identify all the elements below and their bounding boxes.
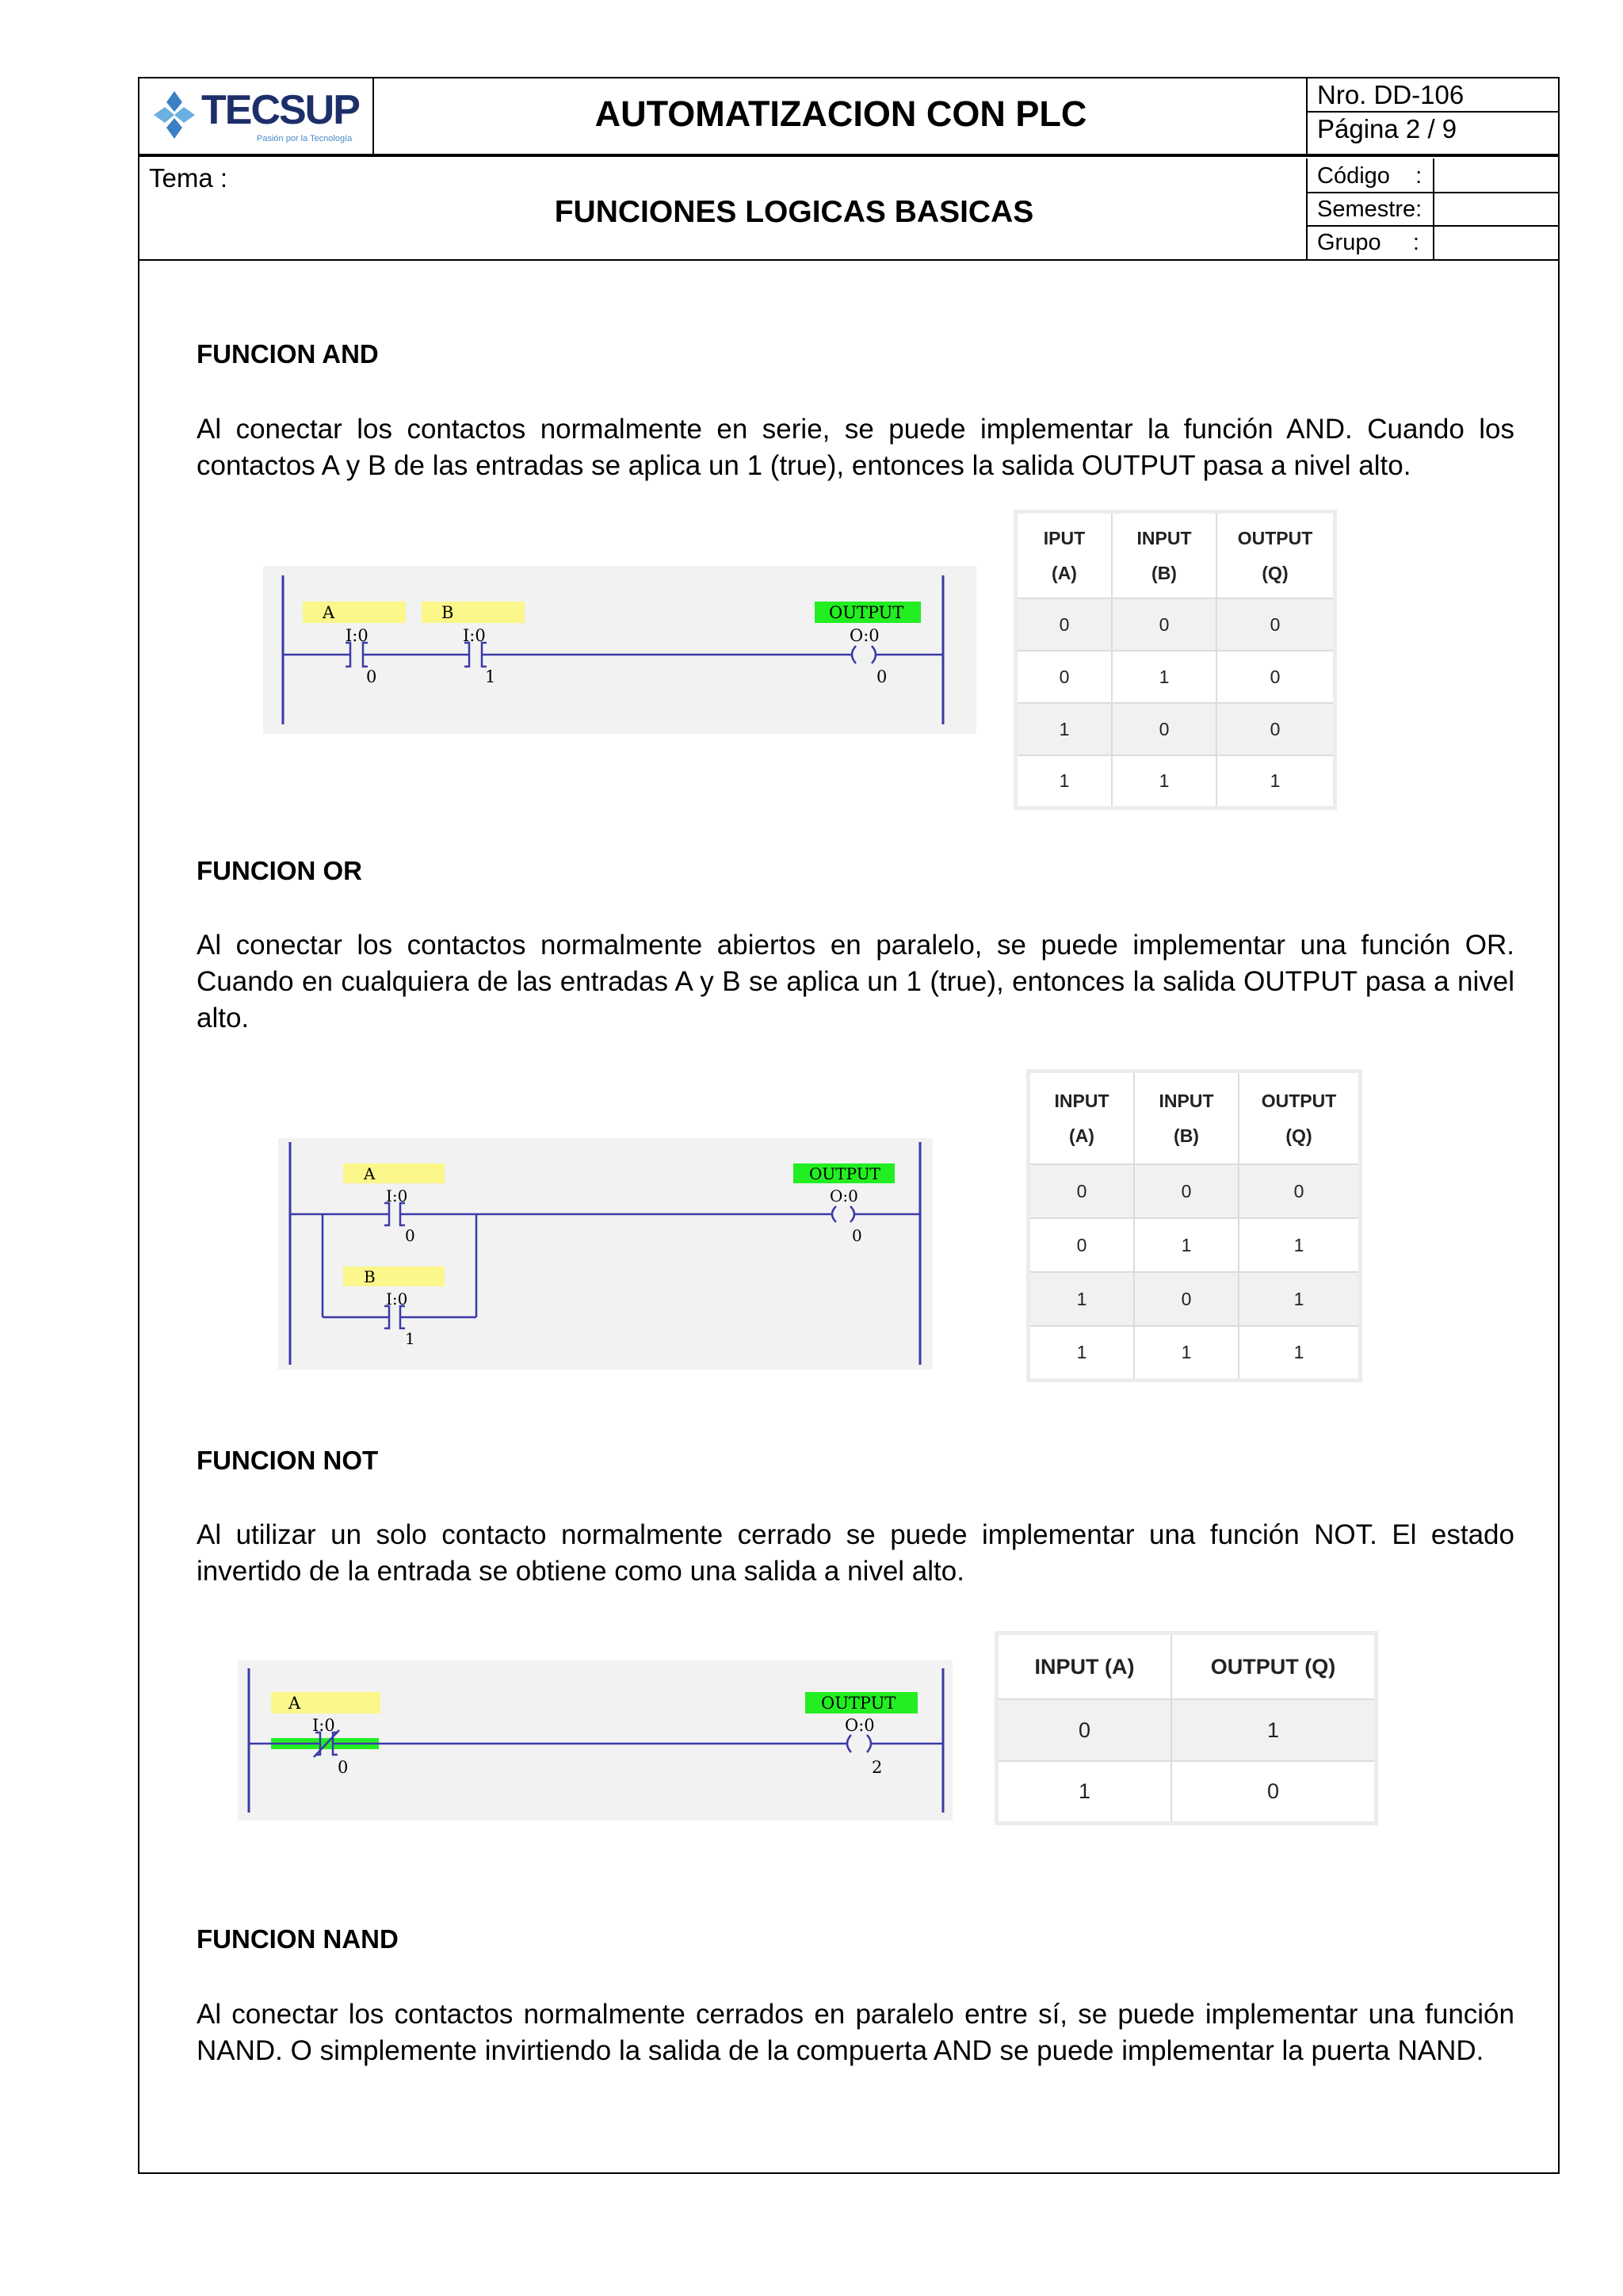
- doc-number-cell: [1306, 77, 1560, 155]
- and-col-a-header: IPUT (A): [1016, 512, 1113, 599]
- and-col-q-header: OUTPUT (Q): [1216, 512, 1335, 599]
- not-bit-out: 2: [872, 1758, 883, 1777]
- and-truth-table: [1014, 510, 1337, 810]
- logo-text: TECSUP: [201, 87, 359, 133]
- and-tag-a: A: [323, 603, 335, 622]
- not-addr-a: I:0: [312, 1716, 335, 1735]
- not-col-a-header: INPUT (A): [997, 1633, 1172, 1700]
- page-number: Página 2 / 9: [1317, 114, 1457, 143]
- and-addr-b: I:0: [463, 626, 486, 645]
- grupo-label: Grupo :: [1317, 230, 1419, 255]
- table-row: 1 0 0: [1016, 703, 1335, 755]
- not-tag-a: A: [288, 1694, 301, 1713]
- not-addr-out: O:0: [845, 1716, 875, 1735]
- or-bit-out: 0: [852, 1226, 862, 1245]
- and-bit-b: 1: [485, 667, 496, 686]
- or-col-a-header: INPUT (A): [1029, 1072, 1135, 1165]
- doc-number: Nro. DD-106: [1317, 80, 1465, 109]
- or-bit-b: 1: [405, 1329, 415, 1348]
- table-row: 0 0 0: [1016, 598, 1335, 651]
- or-tag-b: B: [364, 1267, 376, 1286]
- and-text: Al conectar los contactos normalmente en serie, se puede implementar la función AND. Cuando los contactos A y B de las entradas se aplica un 1 (true), entonces la salida OUTPUT pasa a nivel alto.: [197, 414, 1514, 481]
- and-tag-b: B: [441, 603, 454, 622]
- or-title: FUNCION OR: [197, 856, 362, 885]
- table-row: 0 1: [997, 1699, 1377, 1761]
- table-row: 0 1 1: [1029, 1218, 1361, 1272]
- not-col-q-header: OUTPUT (Q): [1171, 1633, 1377, 1700]
- not-tag-output: OUTPUT: [821, 1694, 896, 1713]
- document-title: AUTOMATIZACION CON PLC: [594, 94, 1087, 134]
- or-addr-a: I:0: [386, 1186, 408, 1205]
- or-col-b-header: INPUT (B): [1134, 1072, 1239, 1165]
- or-tag-a: A: [364, 1164, 376, 1183]
- and-addr-a: I:0: [346, 626, 369, 645]
- not-bit-a: 0: [338, 1758, 349, 1777]
- table-row: 1 0 1: [1029, 1272, 1361, 1326]
- and-addr-out: O:0: [850, 626, 880, 645]
- table-row: 1 0: [997, 1761, 1377, 1823]
- or-bit-a: 0: [405, 1226, 415, 1245]
- tema-label: Tema :: [149, 163, 228, 193]
- table-row: 1 1 1: [1016, 755, 1335, 808]
- table-header-row: [1016, 512, 1335, 599]
- or-text: Al conectar los contactos normalmente abiertos en paralelo, se puede implementar una función OR. Cuando en cualquiera de las entradas A y B se aplica un 1 (true), entonces la salida OUTPUT pasa a nivel alto.: [197, 930, 1514, 1033]
- and-title: FUNCION AND: [197, 339, 379, 369]
- table-row: 0 1 0: [1016, 651, 1335, 703]
- logo-cell: [138, 77, 374, 155]
- codigo-label: Código :: [1317, 163, 1423, 189]
- not-title: FUNCION NOT: [197, 1446, 379, 1475]
- tecsup-logo-icon: [151, 88, 198, 143]
- and-bit-out: 0: [876, 667, 888, 686]
- or-col-q-header: OUTPUT (Q): [1239, 1072, 1361, 1165]
- or-addr-out: O:0: [830, 1186, 858, 1205]
- and-ladder-diagram: [263, 566, 976, 734]
- or-tag-output: OUTPUT: [809, 1164, 880, 1183]
- table-header-row: [997, 1633, 1377, 1700]
- nand-text: Al conectar los contactos normalmente cerrados en paralelo entre sí, se puede implementar una función NAND. O simplemente invirtiendo la salida de la compuerta AND se puede implementar la puerta NAND.: [197, 1999, 1514, 2066]
- semestre-label: Semestre:: [1317, 197, 1423, 222]
- logo-tagline: Pasión por la Tecnología: [257, 134, 353, 143]
- or-truth-table: [1026, 1069, 1362, 1382]
- and-col-b-header: INPUT (B): [1112, 512, 1216, 599]
- info-grid: [1306, 159, 1560, 261]
- not-text: Al utilizar un solo contacto normalmente cerrado se puede implementar una función NOT. El estado invertido de la entrada se obtiene como una salida a nivel alto.: [197, 1519, 1514, 1587]
- nand-title: FUNCION NAND: [197, 1924, 399, 1954]
- or-addr-b: I:0: [386, 1289, 408, 1308]
- table-row: 0 0 0: [1029, 1164, 1361, 1218]
- subtitle: FUNCIONES LOGICAS BASICAS: [554, 195, 1034, 229]
- not-truth-table: [995, 1631, 1378, 1825]
- or-ladder-diagram: [278, 1138, 933, 1370]
- not-ladder-diagram: [238, 1660, 953, 1820]
- table-row: 1 1 1: [1029, 1326, 1361, 1380]
- and-bit-a: 0: [366, 667, 377, 686]
- table-header-row: [1029, 1072, 1361, 1165]
- and-tag-output: OUTPUT: [829, 603, 904, 622]
